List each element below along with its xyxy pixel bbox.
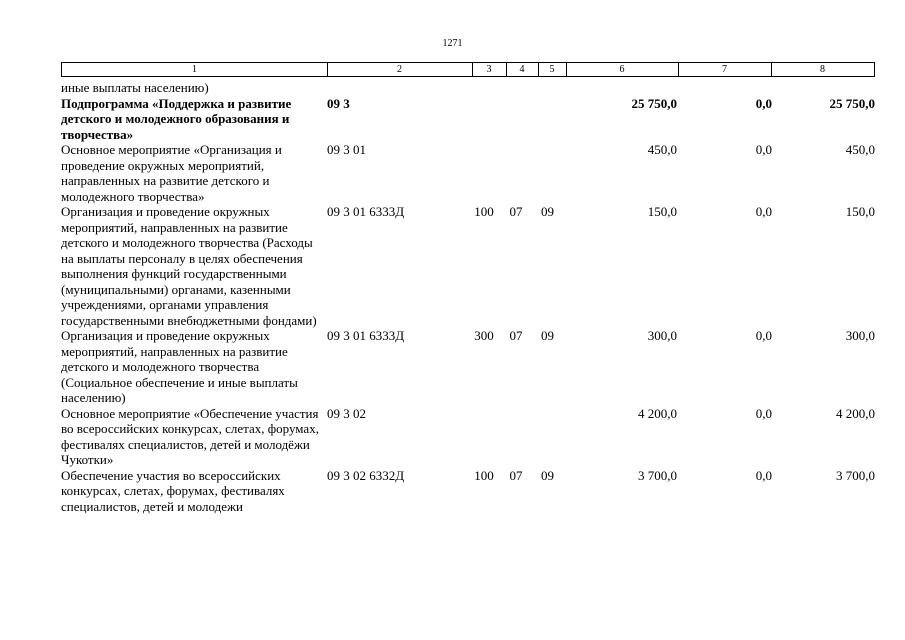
- row-value-8: 3 700,0: [836, 467, 875, 483]
- row-value-8: 450,0: [845, 142, 875, 157]
- row-code: 09 3 01 6333Д: [327, 328, 405, 343]
- row-rz: 07: [509, 328, 523, 343]
- header-col-2: 2: [327, 62, 473, 77]
- row-pr: 09: [541, 328, 554, 343]
- row-value-6: 150,0: [647, 204, 677, 219]
- row-value-7: 0,0: [755, 405, 772, 421]
- row-vr: 100: [474, 204, 494, 219]
- header-col-5: 5: [538, 62, 567, 77]
- row-value-6: 3 700,0: [638, 467, 677, 483]
- row-pr: 09: [541, 204, 554, 219]
- row-code: 09 3 02 6332Д: [327, 467, 405, 483]
- row-code: 09 3 01 6333Д: [327, 204, 405, 219]
- table-row: [61, 142, 881, 204]
- row-value-8: 300,0: [845, 328, 875, 343]
- row-name: Обеспечение участия во всероссийских конкурсах, слетах, форумах, фестивалях специалистов, детей и молодежи: [61, 467, 285, 514]
- row-name: Организация и проведение окружных мероприятий, направленных на развитие детского и молодежного творчества (Социальное обеспечение и иные выплаты населению): [61, 328, 298, 405]
- row-name: иные выплаты населению): [61, 80, 209, 95]
- header-col-8: 8: [771, 62, 875, 77]
- table-body: [61, 80, 881, 514]
- row-code: 09 3 02: [327, 405, 366, 421]
- row-value-6: 300,0: [647, 328, 677, 343]
- row-value-8: 150,0: [845, 204, 875, 219]
- header-col-1: 1: [61, 62, 328, 77]
- row-name: Основное мероприятие «Обеспечение участия во всероссийских конкурсах, слетах, форумах, фестивалях специалистов, детей и молодёжи Чукотки»: [61, 405, 319, 467]
- row-value-6: 4 200,0: [638, 405, 677, 421]
- table-row: [61, 204, 881, 328]
- table-row: [61, 468, 881, 515]
- table-row: [61, 406, 881, 468]
- row-value-7: 0,0: [755, 204, 772, 219]
- row-rz: 07: [509, 467, 523, 483]
- row-vr: 300: [474, 328, 494, 343]
- row-code: 09 3 01: [327, 142, 366, 157]
- table-row: [61, 96, 881, 143]
- row-value-7: 0,0: [755, 467, 772, 483]
- row-code: 09 3: [327, 95, 350, 111]
- row-rz: 07: [509, 204, 523, 219]
- row-value-6: 450,0: [647, 142, 677, 157]
- row-name: Основное мероприятие «Организация и проведение окружных мероприятий, направленных на развитие детского и молодежного творчества»: [61, 142, 282, 204]
- row-value-7: 0,0: [755, 95, 772, 111]
- table-row: [61, 328, 881, 406]
- row-value-8: 4 200,0: [836, 405, 875, 421]
- row-value-6: 25 750,0: [631, 95, 677, 111]
- header-col-7: 7: [678, 62, 772, 77]
- row-value-7: 0,0: [755, 142, 772, 157]
- row-name: Подпрограмма «Поддержка и развитие детского и молодежного образования и творчества»: [61, 95, 292, 142]
- header-col-6: 6: [566, 62, 679, 77]
- table-row: [61, 80, 881, 96]
- header-col-4: 4: [506, 62, 539, 77]
- page-number: 1271: [442, 38, 463, 49]
- row-name: Организация и проведение окружных мероприятий, направленных на развитие детского и молодежного творчества (Расходы на выплаты персоналу в целях обеспечения выполнения функций государственными (муниципальными) органами, казенными учреждениями, органами управления государственными внебюджетными фондами): [61, 204, 317, 328]
- row-vr: 100: [474, 467, 494, 483]
- row-value-8: 25 750,0: [829, 95, 875, 111]
- row-pr: 09: [541, 467, 554, 483]
- header-col-3: 3: [472, 62, 507, 77]
- row-value-7: 0,0: [755, 328, 772, 343]
